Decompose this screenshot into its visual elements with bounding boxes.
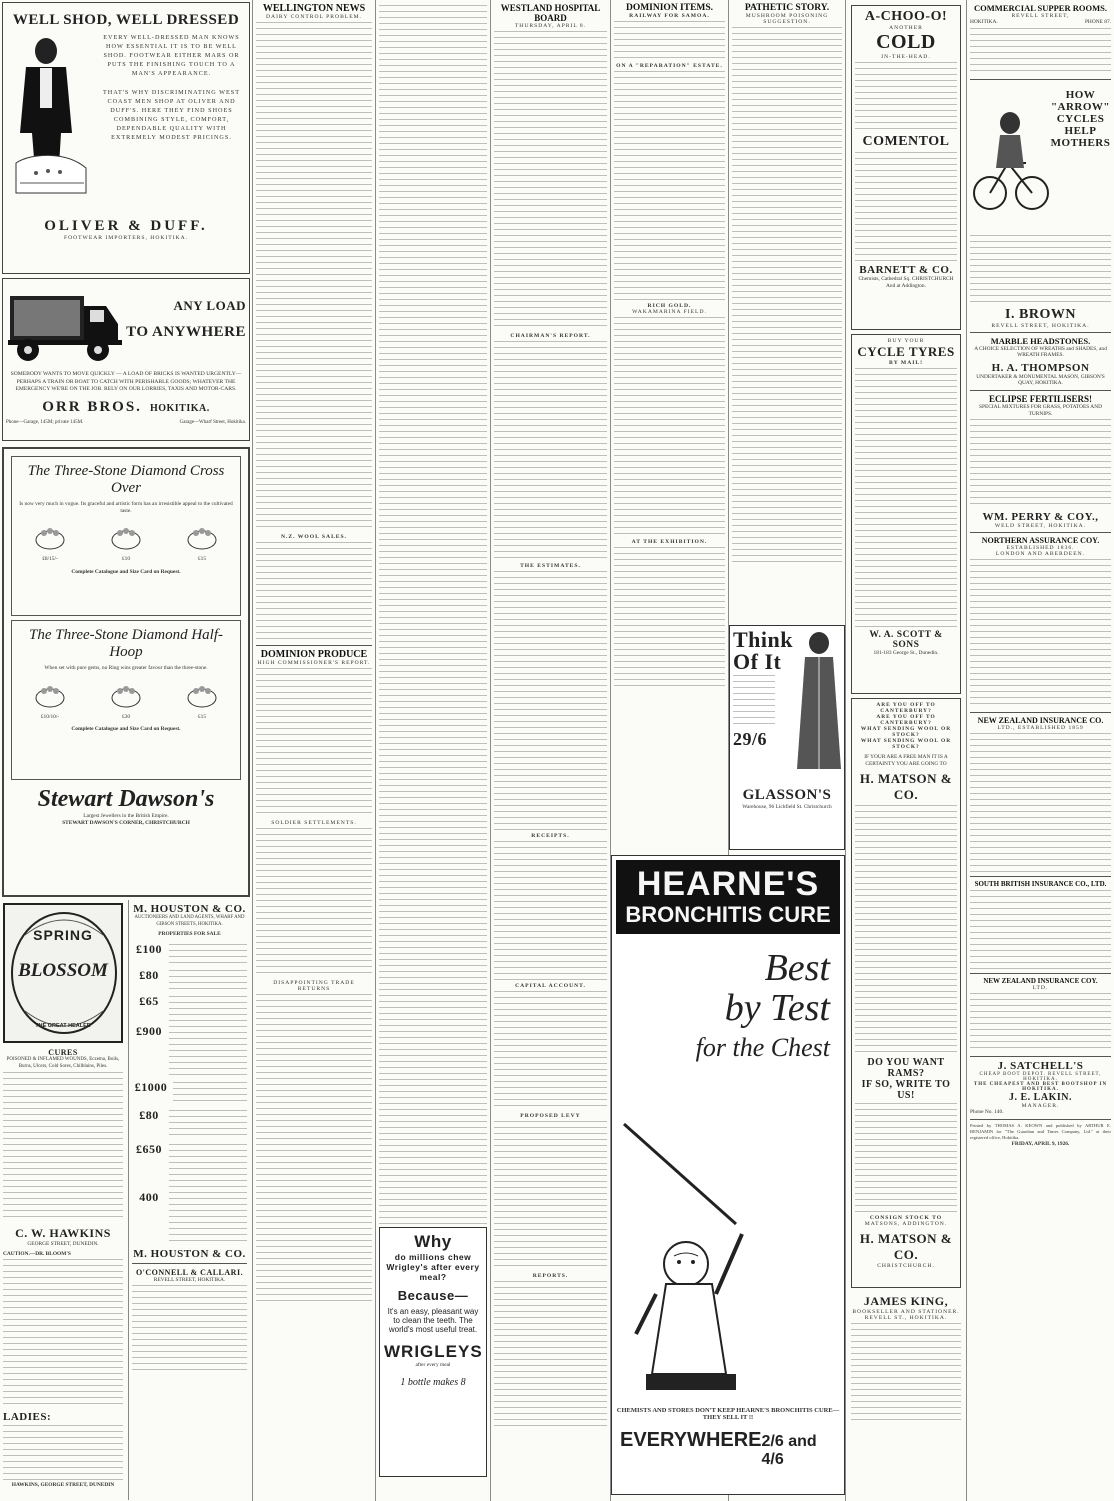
section-heading: CAPITAL ACCOUNT. (515, 983, 586, 989)
section-heading: REPORTS. (532, 1273, 569, 1279)
wreaths-text: A CHOICE SELECTION OF WREATHS and SHADES, and WREATH FRAMES. (974, 345, 1107, 359)
barnett-comentol: COMENTOL (862, 134, 950, 149)
matson-ad (851, 698, 961, 1288)
cycle-head: CYCLE TYRES (857, 344, 955, 359)
ad-text (855, 805, 957, 1055)
hawkins-footer: HAWKINS, GEORGE STREET, DUNEDIN (11, 1482, 115, 1489)
cures-heading: CURES (48, 1048, 78, 1057)
cures-list: POISONED & INFLAMED WOUNDS, Eczema, Boils, Burns, Ulcers, Cold Sores, Chilblains, Piles. (6, 1057, 120, 1069)
property-price: £65 (139, 993, 159, 1008)
orr-bros-ad (2, 278, 250, 441)
ring-price: £30 (121, 713, 131, 720)
satchell-name: J. SATCHELL'S (997, 1060, 1084, 1073)
northern-est: ESTABLISHED 1836. (1006, 545, 1075, 552)
matson-q: WHAT SENDING WOOL OR STOCK? (860, 726, 952, 738)
column-heading: WELLINGTON NEWS (262, 3, 366, 14)
ad-text (855, 368, 957, 628)
property-price: £900 (136, 1023, 162, 1038)
logo-mid: BLOSSOM (18, 960, 108, 981)
hearne-ad (611, 855, 845, 1495)
houston-ad (128, 900, 250, 1500)
stewart-dawson-name: Stewart Dawson's (37, 786, 215, 812)
orr-body: SOMEBODY WANTS TO MOVE QUICKLY — A LOAD OF BRICKS IS WANTED URGENTLY—PERHAPS A TRAIN OR BOAT TO CATCH WITH PERISHABLE GOODS; WHATEVER THE EMERGENCY WE'RE ON THE JOB. RELY ON OUR LORRIES, TAXIS AND MOTOR-CARS. (10, 371, 242, 393)
ring-item (30, 524, 70, 563)
ad-text (970, 993, 1111, 1053)
section-heading: RECEIPTS. (531, 833, 570, 839)
article-text (3, 1072, 123, 1222)
ring-item (182, 682, 222, 721)
matson-write: IF SO, WRITE TO US! (861, 1079, 951, 1102)
matson-q: ARE YOU OFF TO CANTERBURY? (876, 714, 936, 726)
lakin-manager: MANAGER. (1021, 1103, 1060, 1110)
ring2-sub: Complete Catalogue and Size Card on Request. (71, 726, 181, 733)
barnett-name: BARNETT & CO. (859, 264, 953, 276)
ring-item (106, 682, 146, 721)
supper-heading: COMMERCIAL SUPPER ROOMS. (974, 3, 1107, 13)
king-addr: REVELL ST., HOKITIKA. (864, 1315, 948, 1321)
ad-text (855, 62, 957, 132)
supper-phone: PHONE 87. (1084, 19, 1111, 25)
king-name: JAMES KING, (863, 1294, 949, 1308)
section-heading: MUSHROOM POISONING SUGGESTION. (745, 13, 829, 25)
satchell-cheapest: THE CHEAPEST AND BEST BOOTSHOP IN HOKITIKA. (973, 1082, 1108, 1093)
orr-phone: Phone—Garage, 145M; private 145M. (6, 419, 84, 425)
article-text (379, 5, 487, 1225)
hearne-tag-1: Best (764, 947, 830, 989)
matson-q: ARE YOU OFF TO CANTERBURY? (876, 702, 936, 714)
hearne-product: BRONCHITIS CURE (625, 902, 831, 927)
spring-blossom-logo (3, 903, 123, 1043)
section-heading: DOMINION PRODUCE (260, 649, 368, 660)
ring2-text: When set with pure gems, no Ring wins greater favour than the three-stone. (44, 665, 208, 671)
glasson-name: GLASSON'S (742, 787, 832, 803)
houston-tag: AUCTIONEERS AND LAND AGENTS, WHARF AND GIBSON STREETS, HOKITIKA. (134, 915, 245, 927)
article-text (614, 71, 725, 301)
james-king-ad (849, 1292, 963, 1427)
southbrit-heading: SOUTH BRITISH INSURANCE CO., LTD. (974, 880, 1107, 889)
column-ads-right-1 (846, 0, 966, 1501)
ring1-title: The Three-Stone Diamond Cross Over (27, 463, 225, 496)
article-text (256, 22, 372, 532)
ad-body-2: THAT'S WHY DISCRIMINATING WEST COAST MEN SHOP AT OLIVER AND DUFF'S. HERE THEY FIND SHOES COMBINING STYLE, COMFORT, DEPENDABLE QUALITY WITH EXTREMELY MODEST PRICINGS. (102, 89, 241, 141)
bicycle-illustration (970, 83, 1050, 233)
property-price: £80 (139, 1107, 159, 1122)
article-text (614, 547, 725, 687)
caution-text: CAUTION.—DR. BLOOM'S (3, 1250, 71, 1257)
perry-name: WM. PERRY & COY., (982, 511, 1099, 524)
oconnell-name: O'CONNELL & CALLARI. (135, 1267, 244, 1277)
hearne-tag-3: for the Chest (695, 1033, 830, 1062)
glasson-ad (729, 625, 845, 850)
section-heading: HIGH COMMISSIONER'S REPORT. (257, 660, 371, 666)
article-text (494, 31, 607, 331)
logo-top: SPRING (33, 927, 93, 943)
brown-name: I. BROWN (1005, 306, 1076, 322)
matson-consign: CONSIGN STOCK TO (869, 1215, 943, 1222)
oliver-duff-tag: FOOTWEAR IMPORTERS, HOKITIKA. (63, 235, 189, 241)
section-heading: WAKAMARINA FIELD. (632, 309, 707, 315)
matson-rams: DO YOU WANT RAMS? (867, 1057, 945, 1080)
ring-price: £15 (197, 713, 207, 720)
barnett-cold: COLD (876, 31, 936, 53)
orr-town: HOKITIKA. (149, 402, 210, 414)
ring-price: £10 (121, 556, 131, 563)
ring2-title: The Three-Stone Diamond Half-Hoop (28, 627, 223, 660)
arrow-cycles-ad (970, 83, 1111, 233)
ad-text (851, 1323, 961, 1423)
property-price: £1000 (134, 1079, 168, 1094)
section-heading: DISAPPOINTING TRADE RETURNS (273, 980, 355, 992)
article-text (256, 668, 372, 818)
ring-price: £10/10/- (40, 713, 60, 720)
property-price: £650 (136, 1141, 162, 1156)
cycle-tyres-ad (851, 334, 961, 694)
ladies-heading: LADIES: (3, 1411, 52, 1424)
barnett-inhead: IN-THE-HEAD. (881, 54, 931, 60)
column-heading: PATHETIC STORY. (744, 3, 830, 13)
wrigleys-ad (379, 1227, 487, 1477)
column-heading: DOMINION ITEMS. (625, 3, 714, 13)
ad-text (970, 235, 1111, 305)
hearne-price: 2/6 and 4/6 (761, 1433, 817, 1469)
nzins-heading: NEW ZEALAND INSURANCE CO. (977, 716, 1104, 726)
glasson-head-2: Of It (733, 649, 782, 674)
matson-city: CHRISTCHURCH. (877, 1263, 935, 1270)
article-text (132, 1285, 247, 1375)
section-heading: N.Z. WOOL SALES. (280, 534, 348, 540)
barnett-addr: Chemists, Cathedral Sq. CHRISTCHURCH And at Addington. (858, 276, 954, 289)
scott-name: W. A. SCOTT & SONS (869, 630, 943, 650)
cross-over-panel (11, 456, 241, 616)
perry-addr: WELD STREET, HOKITIKA. (994, 523, 1087, 530)
ad-text (970, 28, 1111, 76)
fertiliser-sub: SPECIAL MIXTURES FOR GRASS, POTATOES AND TURNIPS. (979, 403, 1102, 417)
column-heading: WESTLAND HOSPITAL BOARD (500, 3, 601, 23)
nzins2-heading: NEW ZEALAND INSURANCE COY. (983, 977, 1098, 986)
column-produce (376, 0, 490, 1501)
article-text (494, 841, 607, 981)
brown-addr: REVELL STREET, HOKITIKA. (991, 322, 1090, 329)
wrigleys-brand: WRIGLEYS (384, 1342, 483, 1361)
half-hoop-panel (11, 620, 241, 780)
hearne-brand: HEARNE'S (636, 865, 820, 903)
column-ads-left (0, 0, 252, 1501)
ring-item (30, 682, 70, 721)
ring1-text: Is now very much in vogue. Its graceful and artistic form has an irresistible appeal to the cultivated taste. (19, 501, 233, 514)
cycle-bymail: BY MAIL! (888, 360, 924, 366)
thompson-name: H. A. THOMPSON (991, 361, 1090, 374)
article-date: THURSDAY, APRIL 8. (514, 23, 587, 29)
section-heading: THE ESTIMATES. (520, 563, 581, 569)
property-price: £80 (139, 967, 159, 982)
northern-heading: NORTHERN ASSURANCE COY. (981, 536, 1100, 546)
nzins-est: LTD., ESTABLISHED 1859 (997, 725, 1084, 732)
issue-date: FRIDAY, APRIL 9, 1926. (1011, 1141, 1070, 1148)
northern-city: LONDON AND ABERDEEN. (995, 551, 1086, 558)
article-text (494, 571, 607, 831)
ad-text (970, 733, 1111, 873)
stewart-dawson-ad (2, 447, 250, 897)
article-text (256, 994, 372, 1304)
orr-headline-1: ANY LOAD (173, 298, 246, 313)
orr-garage: Garage—Wharf Street, Hokitika. (179, 419, 246, 425)
oconnell-addr: REVELL STREET, HOKITIKA. (153, 1276, 226, 1283)
hearne-illustration (616, 934, 840, 1404)
ring-item (182, 524, 222, 563)
ad-headline: WELL SHOD, WELL DRESSED (12, 12, 240, 28)
wrigleys-because: Because— (397, 1288, 469, 1303)
glasson-price: 29/6 (733, 729, 768, 749)
oliver-duff-ad (2, 2, 250, 274)
section-heading: CHAIRMAN'S REPORT. (510, 333, 591, 339)
matson-free: IF YOUR ARE A FREE MAN IT IS A CERTAINTY YOU ARE GOING TO (864, 754, 948, 767)
wrigleys-answer: It's an easy, pleasant way to clean the teeth. The world's most useful treat. (387, 1307, 479, 1334)
houston-footer: M. HOUSTON & CO. (133, 1247, 246, 1260)
glasson-head-1: Think (733, 627, 793, 652)
fertiliser-heading: ECLIPSE FERTILISERS! (989, 393, 1092, 404)
orr-name: ORR BROS. (42, 398, 142, 415)
spring-blossom-ad (0, 900, 126, 1500)
thompson-tag: UNDERTAKER & MONUMENTAL MASON, GIBSON'S QUAY, HOKITIKA. (976, 373, 1105, 387)
section-heading: RAILWAY FOR SAMOA. (629, 13, 710, 19)
satchell-phone: Phone No. 140. (970, 1109, 1004, 1116)
section-heading: DAIRY CONTROL PROBLEM. (265, 14, 363, 20)
ad-text (970, 890, 1111, 970)
glasson-addr: Warehouse, 96 Lichfield St. Christchurch (742, 804, 832, 810)
column-hospital-board (491, 0, 610, 1501)
column-ads-right-2 (967, 0, 1114, 1501)
ring-price: £8/15/- (42, 556, 58, 563)
matsons-addington: MATSONS, ADDINGTON. (864, 1221, 948, 1228)
matson-q: WHAT SENDING WOOL OR STOCK? (860, 738, 952, 750)
ad-text (970, 419, 1111, 509)
matson-name: H. MATSON & CO. (859, 771, 953, 803)
hawkins-name: C. W. HAWKINS (15, 1226, 111, 1241)
article-text (3, 1425, 123, 1480)
hawkins-addr: GEORGE STREET, DUNEDIN. (27, 1241, 99, 1248)
article-text (732, 27, 842, 567)
ring-item (106, 524, 146, 563)
arrow-1: HOW (1065, 88, 1096, 101)
ad-body-1: EVERY WELL-DRESSED MAN KNOWS HOW ESSENTIAL IT IS TO BE WELL SHOD. FOOTWEAR EITHER MARS OR PUTS THE FINISHING TOUCH TO A MAN'S APPEARANCE. (103, 34, 240, 77)
section-heading: RICH GOLD. (647, 303, 692, 309)
wrigleys-question: do millions chew Wrigley's after every meal? (386, 1252, 480, 1282)
article-text (614, 317, 725, 537)
section-heading: AT THE EXHIBITION. (631, 539, 708, 545)
arrow-4: HELP (1064, 124, 1097, 137)
hearne-tag-2: by Test (724, 987, 830, 1029)
houston-name: M. HOUSTON & CO. (133, 903, 246, 915)
truck-illustration (6, 282, 126, 367)
cycle-buy: BUY YOUR (887, 338, 925, 344)
hearne-footer: CHEMISTS AND STORES DON'T KEEP HEARNE'S BRONCHITIS CURE—THEY SELL IT !! (616, 1407, 840, 1421)
supper-town: HOKITIKA. (970, 19, 998, 25)
houston-props: PROPERTIES FOR SALE (158, 931, 221, 938)
arrow-2: "ARROW" (1050, 100, 1111, 113)
lakin-name: J. E. LAKIN. (1009, 1092, 1072, 1104)
property-price: 400 (139, 1189, 159, 1204)
article-text (494, 1281, 607, 1431)
scott-addr: 181-183 George St., Dunedin. (873, 650, 939, 656)
section-heading: SOLDIER SETTLEMENTS. (271, 820, 357, 826)
section-heading: PROPOSED LEVY (520, 1113, 581, 1119)
hearne-everywhere: EVERYWHERE (620, 1429, 762, 1452)
ad-text (970, 559, 1111, 709)
article-text (256, 828, 372, 978)
article-text (3, 1259, 123, 1409)
bottle-makes: 1 bottle makes 8 (400, 1376, 466, 1388)
arrow-3: CYCLES (1056, 112, 1105, 125)
hearne-banner (616, 860, 840, 934)
section-heading: ON A "REPARATION" ESTATE. (616, 63, 723, 69)
property-price: £100 (136, 941, 162, 956)
marble-heading: MARBLE HEADSTONES. (990, 335, 1091, 346)
article-text (494, 1121, 607, 1271)
barnett-ad (851, 5, 961, 330)
man-illustration (6, 33, 91, 208)
wrigleys-why: Why (414, 1232, 452, 1251)
ring1-sub: Complete Catalogue and Size Card on Request. (71, 568, 181, 575)
nzins2-sub: LTD. (1032, 985, 1049, 992)
stewart-dawson-tag: Largest Jewellers in the British Empire. (83, 813, 169, 819)
imprint: Printed by THOMAS A. KEOWN and published by ARTHUR E. BENJAMIN for "The Guardian and Times Company, Ltd." at their registered office, Hokitika. (970, 1122, 1111, 1140)
article-text (494, 341, 607, 561)
article-text (256, 542, 372, 642)
barnett-another: ANOTHER (889, 25, 923, 31)
arrow-5: MOTHERS (1050, 136, 1111, 149)
satchell-sub: CHEAP BOOT DEPOT. REVELL STREET, HOKITIKA. (979, 1072, 1102, 1083)
king-tag: BOOKSELLER AND STATIONER. (852, 1309, 960, 1315)
ad-text (733, 675, 775, 725)
coat-illustration (793, 629, 845, 783)
barnett-h1: A-CHOO-O! (864, 9, 948, 24)
logo-bot: THE GREAT HEALER (35, 1023, 91, 1029)
ring-price: £15 (197, 556, 207, 563)
column-wellington-news (253, 0, 375, 1501)
ad-text (855, 1103, 957, 1213)
supper-addr: REVELL STREET, (1011, 13, 1070, 19)
article-text (494, 991, 607, 1111)
stewart-dawson-addr: STEWART DAWSON'S CORNER, CHRISTCHURCH (62, 819, 190, 826)
orr-headline-2: TO ANYWHERE (126, 324, 246, 340)
wrigleys-sub: after every meal (415, 1362, 451, 1368)
matson-name-2: H. MATSON & CO. (859, 1231, 953, 1263)
article-text (614, 21, 725, 61)
oliver-duff-name: OLIVER & DUFF. (44, 218, 208, 234)
ad-text (855, 152, 957, 262)
